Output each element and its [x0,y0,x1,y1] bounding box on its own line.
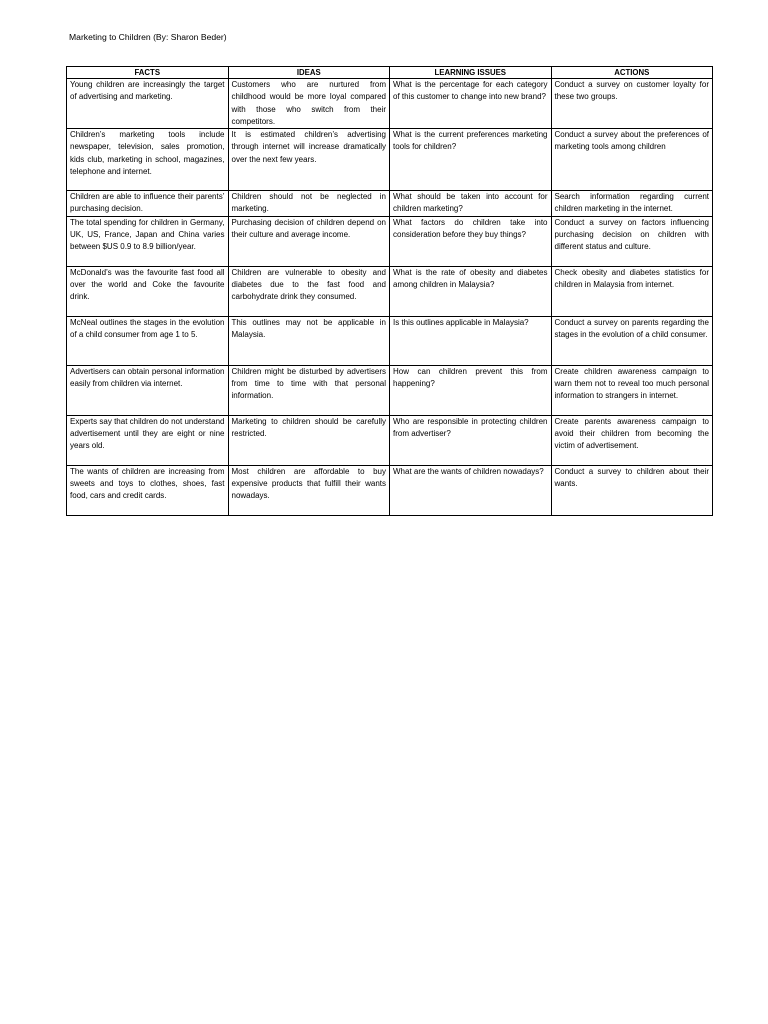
idea-cell: Marketing to children should be carefully restricted. [228,415,390,465]
table-row [67,79,713,129]
learning-issue-cell: What should be taken into account for children marketing? [390,191,552,217]
action-cell: Search information regarding current children marketing in the internet. [551,191,713,217]
action-cell: Create children awareness campaign to warn them not to reveal too much personal information to strangers in internet. [551,365,713,415]
table-row [67,191,713,217]
table-row [67,316,713,365]
idea-cell: Children are vulnerable to obesity and diabetes due to the fast food and carbohydrate drink they consumed. [228,266,390,316]
table-row [67,365,713,415]
table-row [67,216,713,266]
fact-cell: Experts say that children do not understand advertisement until they are eight or nine years old. [67,415,229,465]
facts-ideas-table [66,66,713,516]
table-row [67,129,713,191]
fact-cell: McNeal outlines the stages in the evolution of a child consumer from age 1 to 5. [67,316,229,365]
fact-cell: Advertisers can obtain personal information easily from children via internet. [67,365,229,415]
learning-issue-cell: Who are responsible in protecting children from advertiser? [390,415,552,465]
action-cell: Conduct a survey to children about their wants. [551,465,713,515]
idea-cell: Customers who are nurtured from childhood would be more loyal compared with those who switch from their competitors. [228,79,390,129]
fact-cell: The total spending for children in Germany, UK, US, France, Japan and China varies between $US 0.9 to 8.9 billion/year. [67,216,229,266]
action-cell: Conduct a survey on customer loyalty for these two groups. [551,79,713,129]
learning-issue-cell: How can children prevent this from happening? [390,365,552,415]
fact-cell: McDonald’s was the favourite fast food all over the world and Coke the favourite drink. [67,266,229,316]
idea-cell: Most children are affordable to buy expensive products that fulfill their wants nowadays. [228,465,390,515]
fact-cell: Children’s marketing tools include newspaper, television, sales promotion, kids club, marketing in school, magazines, telephone and internet. [67,129,229,191]
header-actions: ACTIONS [551,67,713,79]
fact-cell: The wants of children are increasing from sweets and toys to clothes, shoes, fast food, cars and credit cards. [67,465,229,515]
learning-issue-cell: What is the current preferences marketing tools for children? [390,129,552,191]
learning-issue-cell: What is the percentage for each category of this customer to change into new brand? [390,79,552,129]
learning-issue-cell: What is the rate of obesity and diabetes among children in Malaysia? [390,266,552,316]
fact-cell: Young children are increasingly the target of advertising and marketing. [67,79,229,129]
header-ideas: IDEAS [228,67,390,79]
fact-cell: Children are able to influence their parents’ purchasing decision. [67,191,229,217]
table-row [67,415,713,465]
table-row [67,266,713,316]
learning-issue-cell: What are the wants of children nowadays? [390,465,552,515]
idea-cell: It is estimated children’s advertising through internet will increase dramatically over the next few years. [228,129,390,191]
table-header-row [67,67,713,79]
idea-cell: Children should not be neglected in marketing. [228,191,390,217]
idea-cell: This outlines may not be applicable in Malaysia. [228,316,390,365]
idea-cell: Purchasing decision of children depend on their culture and average income. [228,216,390,266]
action-cell: Conduct a survey on parents regarding the stages in the evolution of a child consumer. [551,316,713,365]
header-learning-issues: LEARNING ISSUES [390,67,552,79]
action-cell: Conduct a survey about the preferences of marketing tools among children [551,129,713,191]
action-cell: Create parents awareness campaign to avoid their children from becoming the victim of advertisement. [551,415,713,465]
learning-issue-cell: What factors do children take into consideration before they buy things? [390,216,552,266]
header-facts: FACTS [67,67,229,79]
action-cell: Conduct a survey on factors influencing purchasing decision on children with different status and culture. [551,216,713,266]
document-title: Marketing to Children (By: Sharon Beder) [69,32,227,42]
action-cell: Check obesity and diabetes statistics for children in Malaysia from internet. [551,266,713,316]
idea-cell: Children might be disturbed by advertisers from time to time with that personal information. [228,365,390,415]
learning-issue-cell: Is this outlines applicable in Malaysia? [390,316,552,365]
table-row [67,465,713,515]
